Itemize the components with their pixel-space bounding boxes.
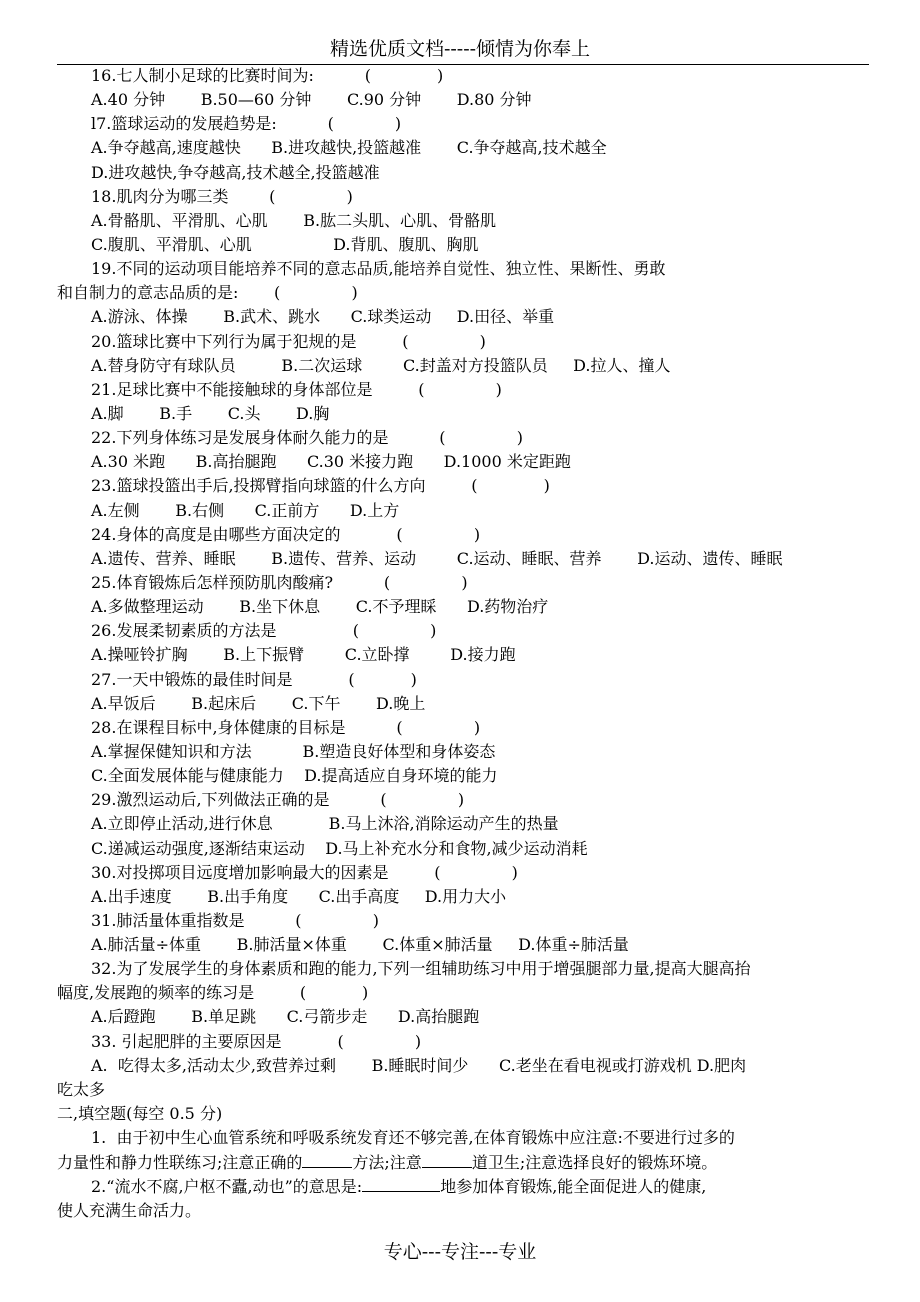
options-21: A.脚 B.手 C.头 D.胸 [91, 403, 330, 423]
question-25: 25.体育锻炼后怎样预防肌肉酸痛? ( ) [91, 572, 468, 592]
options-17-cont: D.进攻越快,争夺越高,技术越全,投篮越准 [91, 162, 380, 182]
question-24: 24.身体的高度是由哪些方面决定的 ( ) [91, 524, 481, 544]
question-18: 18.肌肉分为哪三类 ( ) [91, 186, 353, 206]
options-28: A.掌握保健知识和方法 B.塑造良好体型和身体姿态 [91, 741, 496, 761]
options-17: A.争夺越高,速度越快 B.进攻越快,投篮越准 C.争夺越高,技术越全 [91, 138, 607, 158]
document-body [57, 64, 869, 1223]
answer-blank[interactable] [362, 1174, 440, 1192]
answer-blank[interactable] [302, 1150, 352, 1168]
options-16: A.40 分钟 B.50—60 分钟 C.90 分钟 D.80 分钟 [91, 90, 532, 110]
options-25: A.多做整理运动 B.坐下休息 C.不予理睬 D.药物治疗 [91, 597, 549, 617]
page-header: 精选优质文档-----倾情为你奉上 [329, 38, 591, 60]
question-22: 22.下列身体练习是发展身体耐久能力的是 ( ) [91, 428, 523, 448]
fill-text: 力量性和静力性联练习;注意正确的 [57, 1153, 303, 1173]
options-33-cont: 吃太多 [57, 1079, 106, 1099]
section-heading-fill-in: 二,填空题(每空 0.5 分) [57, 1104, 223, 1124]
question-19: 19.不同的运动项目能培养不同的意志品质,能培养自觉性、独立性、果断性、勇敢 [91, 259, 666, 279]
question-21: 21.足球比赛中不能接触球的身体部位是 ( ) [91, 379, 502, 399]
question-30: 30.对投掷项目远度增加影响最大的因素是 ( ) [91, 862, 518, 882]
options-18: A.骨骼肌、平滑肌、心肌 B.肱二头肌、心肌、骨骼肌 [91, 210, 497, 230]
question-20: 20.篮球比赛中下列行为属于犯规的是 ( ) [91, 331, 486, 351]
fill-text: 方法;注意 [352, 1153, 422, 1173]
options-29: A.立即停止活动,进行休息 B.马上沐浴,消除运动产生的热量 [91, 814, 559, 834]
question-23: 23.篮球投篮出手后,投掷臂指向球篮的什么方向 ( ) [91, 476, 550, 496]
options-31: A.肺活量÷体重 B.肺活量×体重 C.体重×肺活量 D.体重÷肺活量 [91, 935, 629, 955]
question-17: l7.篮球运动的发展趋势是: ( ) [91, 114, 402, 134]
fill-question-1-cont [57, 1150, 869, 1174]
fill-text: 地参加体育锻炼,能全面促进人的健康, [440, 1177, 707, 1197]
options-23: A.左侧 B.右侧 C.正前方 D.上方 [91, 500, 400, 520]
question-32: 32.为了发展学生的身体素质和跑的能力,下列一组辅助练习中用于增强腿部力量,提高大腿高抬 [91, 959, 751, 979]
question-27: 27.一天中锻炼的最佳时间是 ( ) [91, 669, 417, 689]
options-27: A.早饭后 B.起床后 C.下午 D.晚上 [91, 693, 426, 713]
options-20: A.替身防守有球队员 B.二次运球 C.封盖对方投篮队员 D.拉人、撞人 [91, 355, 671, 375]
question-31: 31.肺活量体重指数是 ( ) [91, 910, 379, 930]
question-33: 33. 引起肥胖的主要原因是 ( ) [91, 1031, 422, 1051]
fill-question-1: 1. 由于初中生心血管系统和呼吸系统发育还不够完善,在体育锻炼中应注意:不要进行过多的 [91, 1128, 735, 1148]
options-19: A.游泳、体操 B.武术、跳水 C.球类运动 D.田径、举重 [91, 307, 555, 327]
question-32-cont: 幅度,发展跑的频率的练习是 ( ) [57, 983, 369, 1003]
options-18-cont: C.腹肌、平滑肌、心肌 D.背肌、腹肌、胸肌 [91, 234, 479, 254]
options-32: A.后蹬跑 B.单足跳 C.弓箭步走 D.高抬腿跑 [91, 1007, 480, 1027]
question-28: 28.在课程目标中,身体健康的目标是 ( ) [91, 717, 481, 737]
question-29: 29.激烈运动后,下列做法正确的是 ( ) [91, 790, 465, 810]
answer-blank[interactable] [422, 1150, 472, 1168]
fill-question-2 [57, 1174, 869, 1198]
options-26: A.操哑铃扩胸 B.上下振臂 C.立卧撑 D.接力跑 [91, 645, 516, 665]
options-28-cont: C.全面发展体能与健康能力 D.提高适应自身环境的能力 [91, 766, 498, 786]
options-33: A. 吃得太多,活动太少,致营养过剩 B.睡眠时间少 C.老坐在看电视或打游戏机 D.肥肉 [91, 1055, 747, 1075]
options-24: A.遗传、营养、睡眠 B.遗传、营养、运动 C.运动、睡眠、营养 D.运动、遗传、睡眠 [91, 548, 783, 568]
options-29-cont: C.递减运动强度,逐渐结束运动 D.马上补充水分和食物,减少运动消耗 [91, 838, 588, 858]
question-26: 26.发展柔韧素质的方法是 ( ) [91, 621, 437, 641]
options-30: A.出手速度 B.出手角度 C.出手高度 D.用力大小 [91, 886, 507, 906]
options-22: A.30 米跑 B.高抬腿跑 C.30 米接力跑 D.1000 米定距跑 [91, 452, 571, 472]
question-19-cont: 和自制力的意志品质的是: ( ) [57, 283, 358, 303]
question-16: 16.七人制小足球的比赛时间为: ( ) [91, 66, 444, 85]
fill-text: 道卫生;注意选择良好的锻炼环境。 [471, 1153, 718, 1173]
fill-question-2-cont: 使人充满生命活力。 [57, 1200, 202, 1220]
page-footer: 专心---专注---专业 [383, 1241, 537, 1263]
fill-text: 2.“流水不腐,户枢不蠹,动也”的意思是: [91, 1177, 363, 1197]
